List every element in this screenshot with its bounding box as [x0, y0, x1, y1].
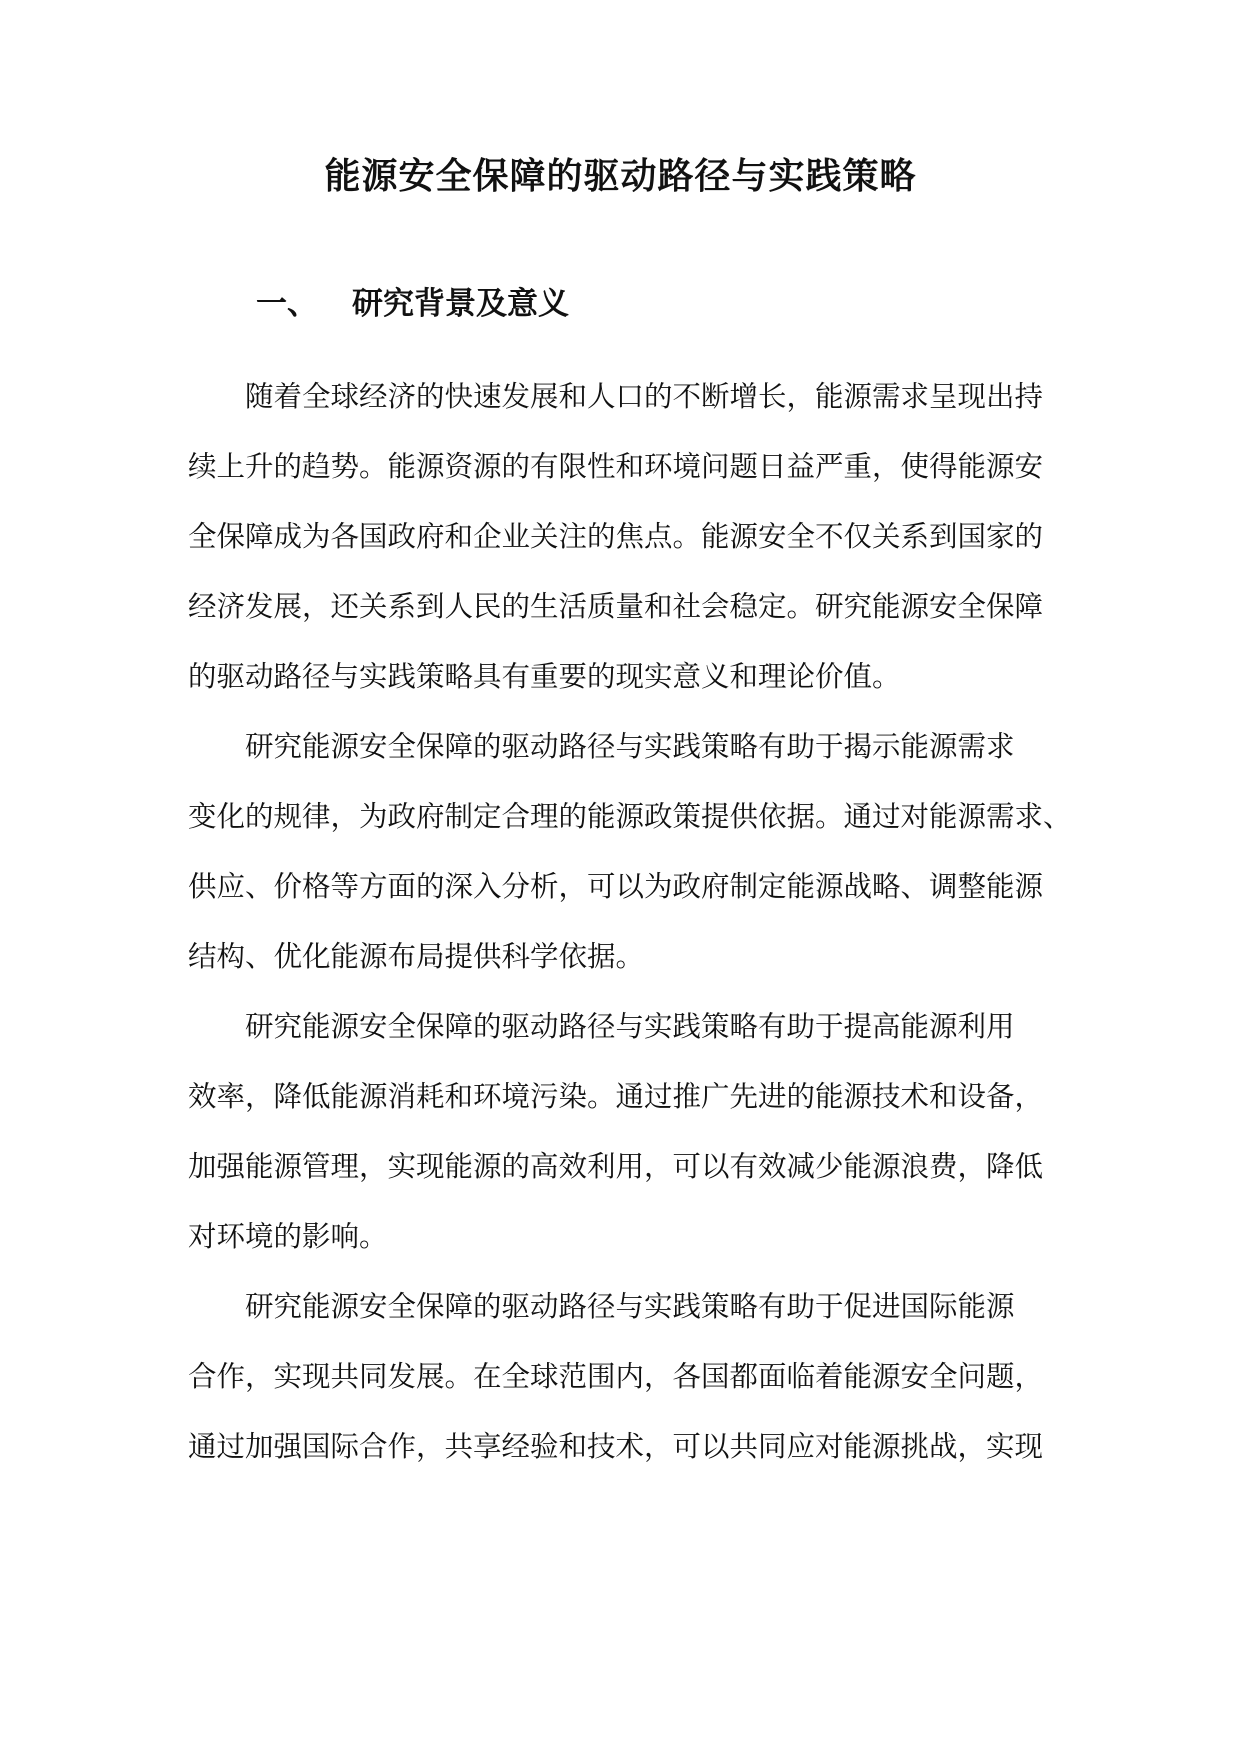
paragraph-line: 全保障成为各国政府和企业关注的焦点。能源安全不仅关系到国家的: [188, 520, 1044, 553]
section-heading: [256, 282, 569, 326]
paragraph-line: 经济发展，还关系到人民的生活质量和社会稳定。研究能源安全保障: [188, 590, 1044, 623]
paragraph-line: 结构、优化能源布局提供科学依据。: [188, 940, 645, 973]
paragraph-line: 随着全球经济的快速发展和人口的不断增长，能源需求呈现出持: [245, 380, 1044, 413]
paragraph-line: 效率，降低能源消耗和环境污染。通过推广先进的能源技术和设备，: [188, 1080, 1044, 1113]
paragraph-line: 通过加强国际合作，共享经验和技术，可以共同应对能源挑战，实现: [188, 1430, 1044, 1463]
document-title: 能源安全保障的驱动路径与实践策略: [324, 155, 917, 197]
paragraph-1: [188, 362, 1058, 712]
paragraph-line: 供应、价格等方面的深入分析，可以为政府制定能源战略、调整能源: [188, 870, 1044, 903]
paragraph-2: [188, 712, 1072, 992]
paragraph-line: 的驱动路径与实践策略具有重要的现实意义和理论价值。: [188, 660, 901, 693]
paragraph-line: 续上升的趋势。能源资源的有限性和环境问题日益严重，使得能源安: [188, 450, 1044, 483]
paragraph-line: 变化的规律，为政府制定合理的能源政策提供依据。通过对能源需求、: [188, 800, 1072, 833]
paragraph-3: [188, 992, 1058, 1272]
paragraph-line: 加强能源管理，实现能源的高效利用，可以有效减少能源浪费，降低: [188, 1150, 1044, 1183]
paragraph-4: [188, 1272, 1058, 1482]
section-number: 一、: [256, 286, 318, 322]
section-heading-text: 研究背景及意义: [352, 286, 569, 322]
paragraph-line: 研究能源安全保障的驱动路径与实践策略有助于揭示能源需求: [245, 730, 1015, 763]
paragraph-line: 研究能源安全保障的驱动路径与实践策略有助于提高能源利用: [245, 1010, 1015, 1043]
body-text: [188, 362, 1072, 1482]
paragraph-line: 合作，实现共同发展。在全球范围内，各国都面临着能源安全问题，: [188, 1360, 1044, 1393]
paragraph-line: 研究能源安全保障的驱动路径与实践策略有助于促进国际能源: [245, 1290, 1015, 1323]
paragraph-line: 对环境的影响。: [188, 1220, 388, 1253]
